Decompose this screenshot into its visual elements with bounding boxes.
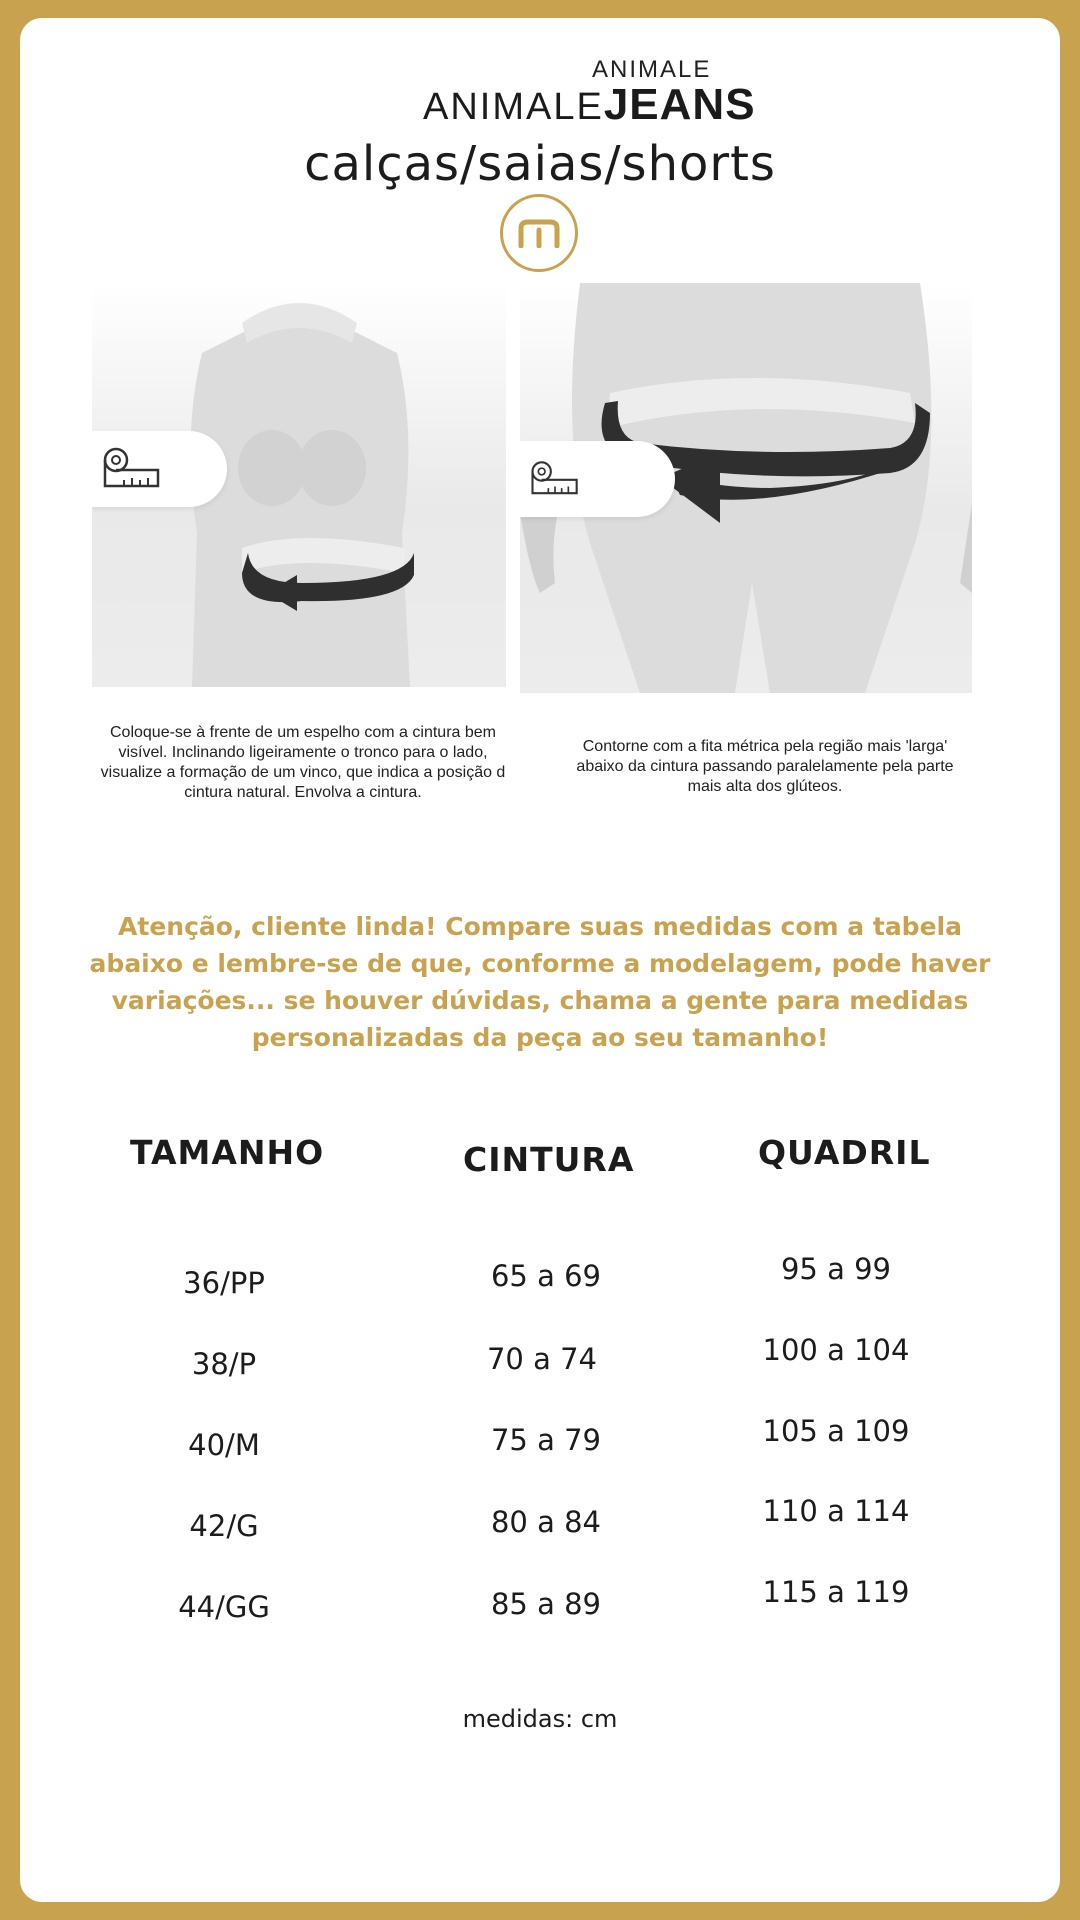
- brand-logo-top: ANIMALE: [592, 56, 712, 83]
- cell-waist: 80 a 84: [490, 1505, 601, 1539]
- header-cintura: CINTURA: [463, 1140, 635, 1179]
- cell-size: 44/GG: [178, 1590, 270, 1624]
- hip-caption: Contorne com a fita métrica pela região mais 'larga' abaixo da cintura passando paralelamente pela parte mais alta dos glúteos.: [576, 738, 954, 795]
- cell-hip: 95 a 99: [780, 1252, 891, 1286]
- cell-waist: 75 a 79: [490, 1423, 601, 1457]
- cell-waist: 85 a 89: [490, 1587, 601, 1621]
- tape-badge-right: [520, 441, 675, 517]
- header-quadril: QUADRIL: [758, 1133, 931, 1172]
- cell-hip: 100 a 104: [762, 1333, 910, 1367]
- m-monogram-icon: [500, 194, 578, 272]
- hip-measure-image: [520, 283, 972, 693]
- header-tamanho: TAMANHO: [130, 1133, 325, 1172]
- waist-caption: Coloque-se à frente de um espelho com a cintura bem visível. Inclinando ligeiramente o tronco para o lado, visualize a formação de um vinco, que indica a posição d cintura natural. Envolva a cintura.: [100, 724, 506, 801]
- cell-hip: 105 a 109: [762, 1414, 910, 1448]
- cell-size: 40/M: [188, 1428, 260, 1462]
- brand-logo: [20, 56, 1060, 129]
- cell-size: 38/P: [191, 1347, 257, 1381]
- cell-size: 36/PP: [183, 1266, 265, 1300]
- tape-measure-icon: [102, 446, 162, 492]
- notice-text: Atenção, cliente linda! Compare suas medidas com a tabela abaixo e lembre-se de que, conforme a modelagem, pode haver variações... se houver dúvidas, chama a gente para medidas personalizadas da peça ao seu tamanho!: [89, 912, 991, 1052]
- brand-logo-main: [423, 80, 756, 130]
- waist-measure-image: [92, 283, 506, 687]
- tape-measure-icon: [530, 459, 580, 499]
- brand-logo-right: JEANS: [603, 80, 756, 129]
- size-guide-card: [20, 18, 1060, 1902]
- brand-logo-left: ANIMALE: [423, 86, 604, 128]
- cell-hip: 115 a 119: [762, 1575, 910, 1609]
- cell-waist: 70 a 74: [486, 1342, 597, 1376]
- cell-size: 42/G: [189, 1509, 259, 1543]
- cell-waist: 65 a 69: [490, 1259, 601, 1293]
- units-note: medidas: cm: [462, 1705, 618, 1733]
- tape-badge-left: [92, 431, 227, 507]
- cell-hip: 110 a 114: [762, 1494, 910, 1528]
- page-title: calças/saias/shorts: [304, 136, 776, 192]
